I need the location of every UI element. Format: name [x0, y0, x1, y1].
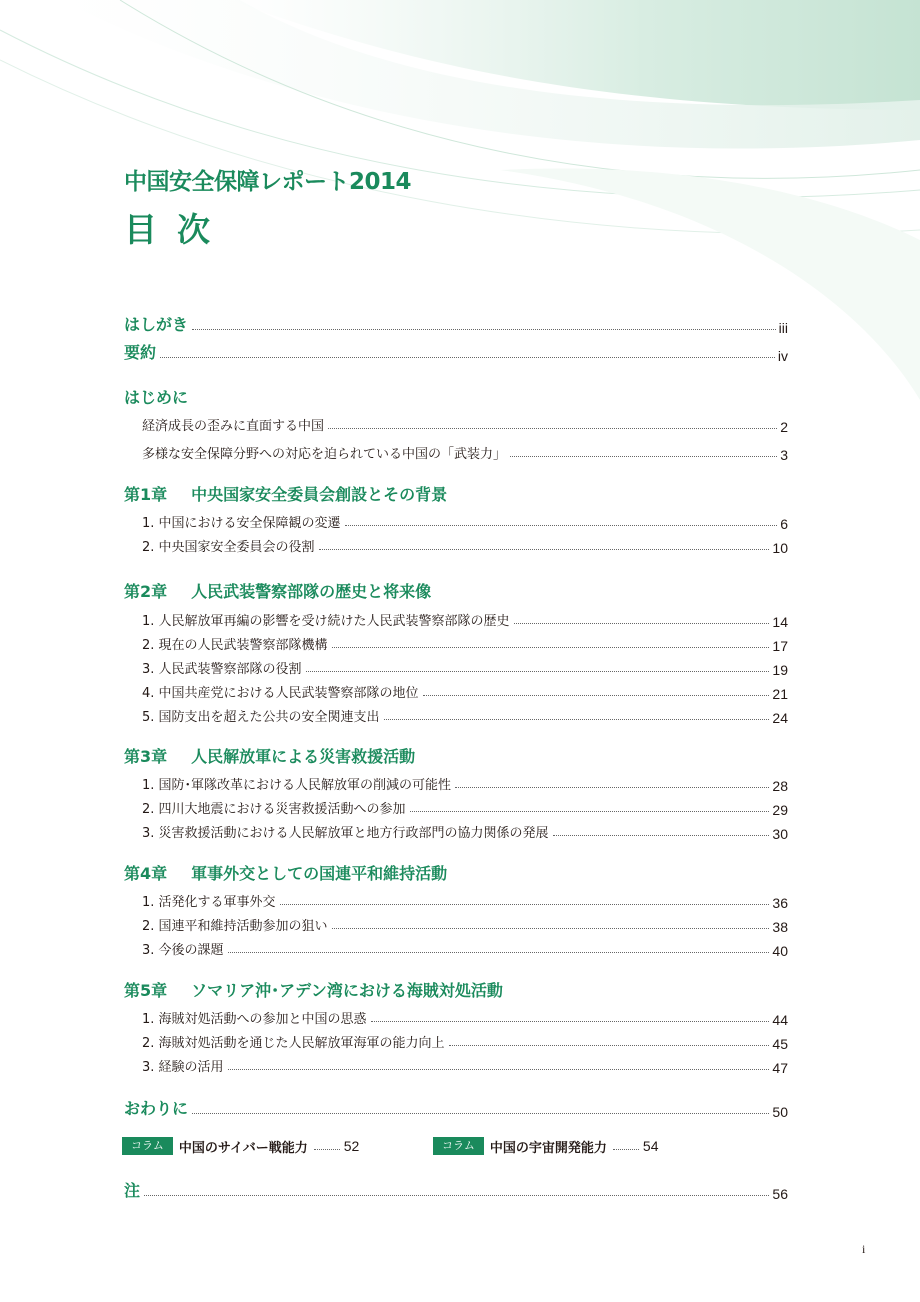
leader-dots — [228, 952, 770, 953]
chapter-number: 第4章 — [124, 864, 168, 883]
chapter-number: 第5章 — [124, 981, 168, 1000]
toc-entry-preface[interactable] — [124, 312, 788, 335]
column-page: 52 — [343, 1138, 360, 1154]
leader-dots — [455, 787, 769, 788]
chapter-number: 第2章 — [124, 582, 168, 601]
toc-entry-page: 24 — [772, 710, 788, 726]
toc-entry-label: 2. 中央国家安全委員会の役割 — [142, 540, 315, 555]
column-title: 中国のサイバー戦能力 — [178, 1140, 308, 1156]
column-entry-space[interactable] — [433, 1137, 658, 1155]
leader-dots — [332, 647, 770, 648]
toc-entry-page: 28 — [772, 778, 788, 794]
chapter-4-title[interactable] — [124, 861, 447, 884]
column-title: 中国の宇宙開発能力 — [489, 1140, 607, 1156]
toc-entry-label: 2. 海賊対処活動を通じた人民解放軍海軍の能力向上 — [142, 1036, 445, 1051]
toc-entry[interactable] — [142, 634, 788, 653]
toc-entry[interactable] — [142, 1008, 788, 1027]
chapter-title: 軍事外交としての国連平和維持活動 — [191, 864, 448, 883]
toc-entry[interactable] — [142, 915, 788, 934]
toc-entry-label: 1. 国防･軍隊改革における人民解放軍の削減の可能性 — [142, 778, 452, 793]
toc-entry-page: 10 — [772, 540, 788, 556]
chapter-3-title[interactable] — [124, 744, 415, 767]
leader-dots — [514, 623, 770, 624]
toc-entry-label: はしがき — [124, 315, 189, 334]
toc-entry[interactable] — [142, 443, 788, 462]
toc-entry[interactable] — [142, 512, 788, 531]
leader-dots — [192, 1113, 769, 1114]
chapter-5-title[interactable] — [124, 978, 503, 1001]
toc-entry-closing[interactable] — [124, 1096, 788, 1119]
toc-title: 目次 — [124, 210, 230, 249]
toc-entry[interactable] — [142, 1056, 788, 1075]
toc-entry-notes[interactable] — [124, 1178, 788, 1201]
leader-dots — [306, 671, 770, 672]
chapter-2-title[interactable] — [124, 579, 431, 602]
page-number: i — [862, 1242, 866, 1256]
toc-entry-label: 5. 国防支出を超えた公共の安全関連支出 — [142, 710, 380, 725]
toc-entry-page: 50 — [772, 1104, 788, 1120]
toc-entry-page: iv — [777, 348, 788, 364]
toc-entry-label: 注 — [124, 1181, 141, 1200]
chapter-number: 第1章 — [124, 485, 168, 504]
toc-entry-label: 3. 経験の活用 — [142, 1060, 224, 1075]
toc-entry[interactable] — [142, 682, 788, 701]
toc-entry[interactable] — [142, 658, 788, 677]
column-page: 54 — [642, 1138, 659, 1154]
toc-entry-page: 3 — [780, 447, 788, 463]
leader-dots — [613, 1149, 639, 1150]
leader-dots — [345, 525, 778, 526]
toc-entry-page: 45 — [772, 1036, 788, 1052]
leader-dots — [228, 1069, 770, 1070]
toc-entry-page: iii — [778, 320, 788, 336]
leader-dots — [280, 904, 770, 905]
toc-entry-label: おわりに — [124, 1099, 189, 1118]
leader-dots — [144, 1195, 769, 1196]
toc-entry-label: 1. 人民解放軍再編の影響を受け続けた人民武装警察部隊の歴史 — [142, 614, 510, 629]
chapter-title: 中央国家安全委員会創設とその背景 — [191, 485, 448, 504]
toc-entry-page: 6 — [780, 516, 788, 532]
chapter-title: 人民解放軍による災害救援活動 — [191, 747, 416, 766]
toc-entry-page: 40 — [772, 943, 788, 959]
toc-entry[interactable] — [142, 939, 788, 958]
toc-entry-label: 3. 今後の課題 — [142, 943, 224, 958]
toc-entry-label: 多様な安全保障分野への対応を迫られている中国の「武装力」 — [142, 447, 507, 462]
leader-dots — [314, 1149, 340, 1150]
leader-dots — [160, 357, 775, 358]
leader-dots — [410, 811, 770, 812]
toc-entry-page: 21 — [772, 686, 788, 702]
column-entry-cyber[interactable] — [122, 1137, 359, 1155]
toc-entry-label: 1. 活発化する軍事外交 — [142, 895, 276, 910]
toc-entry-page: 14 — [772, 614, 788, 630]
toc-entry[interactable] — [142, 798, 788, 817]
column-tag: コラム — [433, 1137, 484, 1155]
leader-dots — [332, 928, 770, 929]
toc-entry[interactable] — [142, 822, 788, 841]
leader-dots — [319, 549, 770, 550]
leader-dots — [423, 695, 770, 696]
leader-dots — [328, 428, 777, 429]
toc-entry-label: 4. 中国共産党における人民武装警察部隊の地位 — [142, 686, 419, 701]
chapter-title: ソマリア沖･アデン湾における海賊対処活動 — [191, 981, 503, 1000]
toc-entry-label: 2. 国連平和維持活動参加の狙い — [142, 919, 328, 934]
report-title: 中国安全保障レポート2014 — [124, 169, 412, 195]
toc-entry[interactable] — [142, 536, 788, 555]
leader-dots — [192, 329, 776, 330]
toc-entry[interactable] — [142, 415, 788, 434]
toc-entry-page: 19 — [772, 662, 788, 678]
toc-entry-page: 56 — [772, 1186, 788, 1202]
toc-entry-label: 要約 — [124, 343, 157, 362]
toc-entry-page: 38 — [772, 919, 788, 935]
chapter-number: 第3章 — [124, 747, 168, 766]
toc-entry[interactable] — [142, 706, 788, 725]
toc-entry-label: 2. 四川大地震における災害救援活動への参加 — [142, 802, 406, 817]
toc-entry-page: 36 — [772, 895, 788, 911]
toc-entry[interactable] — [142, 610, 788, 629]
toc-entry-label: 1. 海賊対処活動への参加と中国の思惑 — [142, 1012, 367, 1027]
toc-entry-page: 17 — [772, 638, 788, 654]
chapter-1-title[interactable] — [124, 482, 447, 505]
chapter-title: 人民武装警察部隊の歴史と将来像 — [191, 582, 432, 601]
toc-entry-label: 1. 中国における安全保障観の変遷 — [142, 516, 341, 531]
toc-entry-label: 経済成長の歪みに直面する中国 — [142, 419, 325, 434]
toc-entry-page: 2 — [780, 419, 788, 435]
section-title-intro[interactable]: はじめに — [124, 388, 189, 407]
toc-entry-label: 2. 現在の人民武装警察部隊機構 — [142, 638, 328, 653]
toc-entry[interactable] — [142, 1032, 788, 1051]
toc-entry[interactable] — [142, 891, 788, 910]
toc-entry[interactable] — [142, 774, 788, 793]
toc-entry-summary[interactable] — [124, 340, 788, 363]
toc-entry-label: 3. 災害救援活動における人民解放軍と地方行政部門の協力関係の発展 — [142, 826, 549, 841]
leader-dots — [449, 1045, 770, 1046]
leader-dots — [384, 719, 770, 720]
column-tag: コラム — [122, 1137, 173, 1155]
toc-entry-page: 29 — [772, 802, 788, 818]
toc-entry-page: 47 — [772, 1060, 788, 1076]
leader-dots — [510, 456, 777, 457]
leader-dots — [371, 1021, 770, 1022]
leader-dots — [553, 835, 770, 836]
toc-entry-page: 30 — [772, 826, 788, 842]
toc-entry-page: 44 — [772, 1012, 788, 1028]
toc-entry-label: 3. 人民武装警察部隊の役割 — [142, 662, 302, 677]
